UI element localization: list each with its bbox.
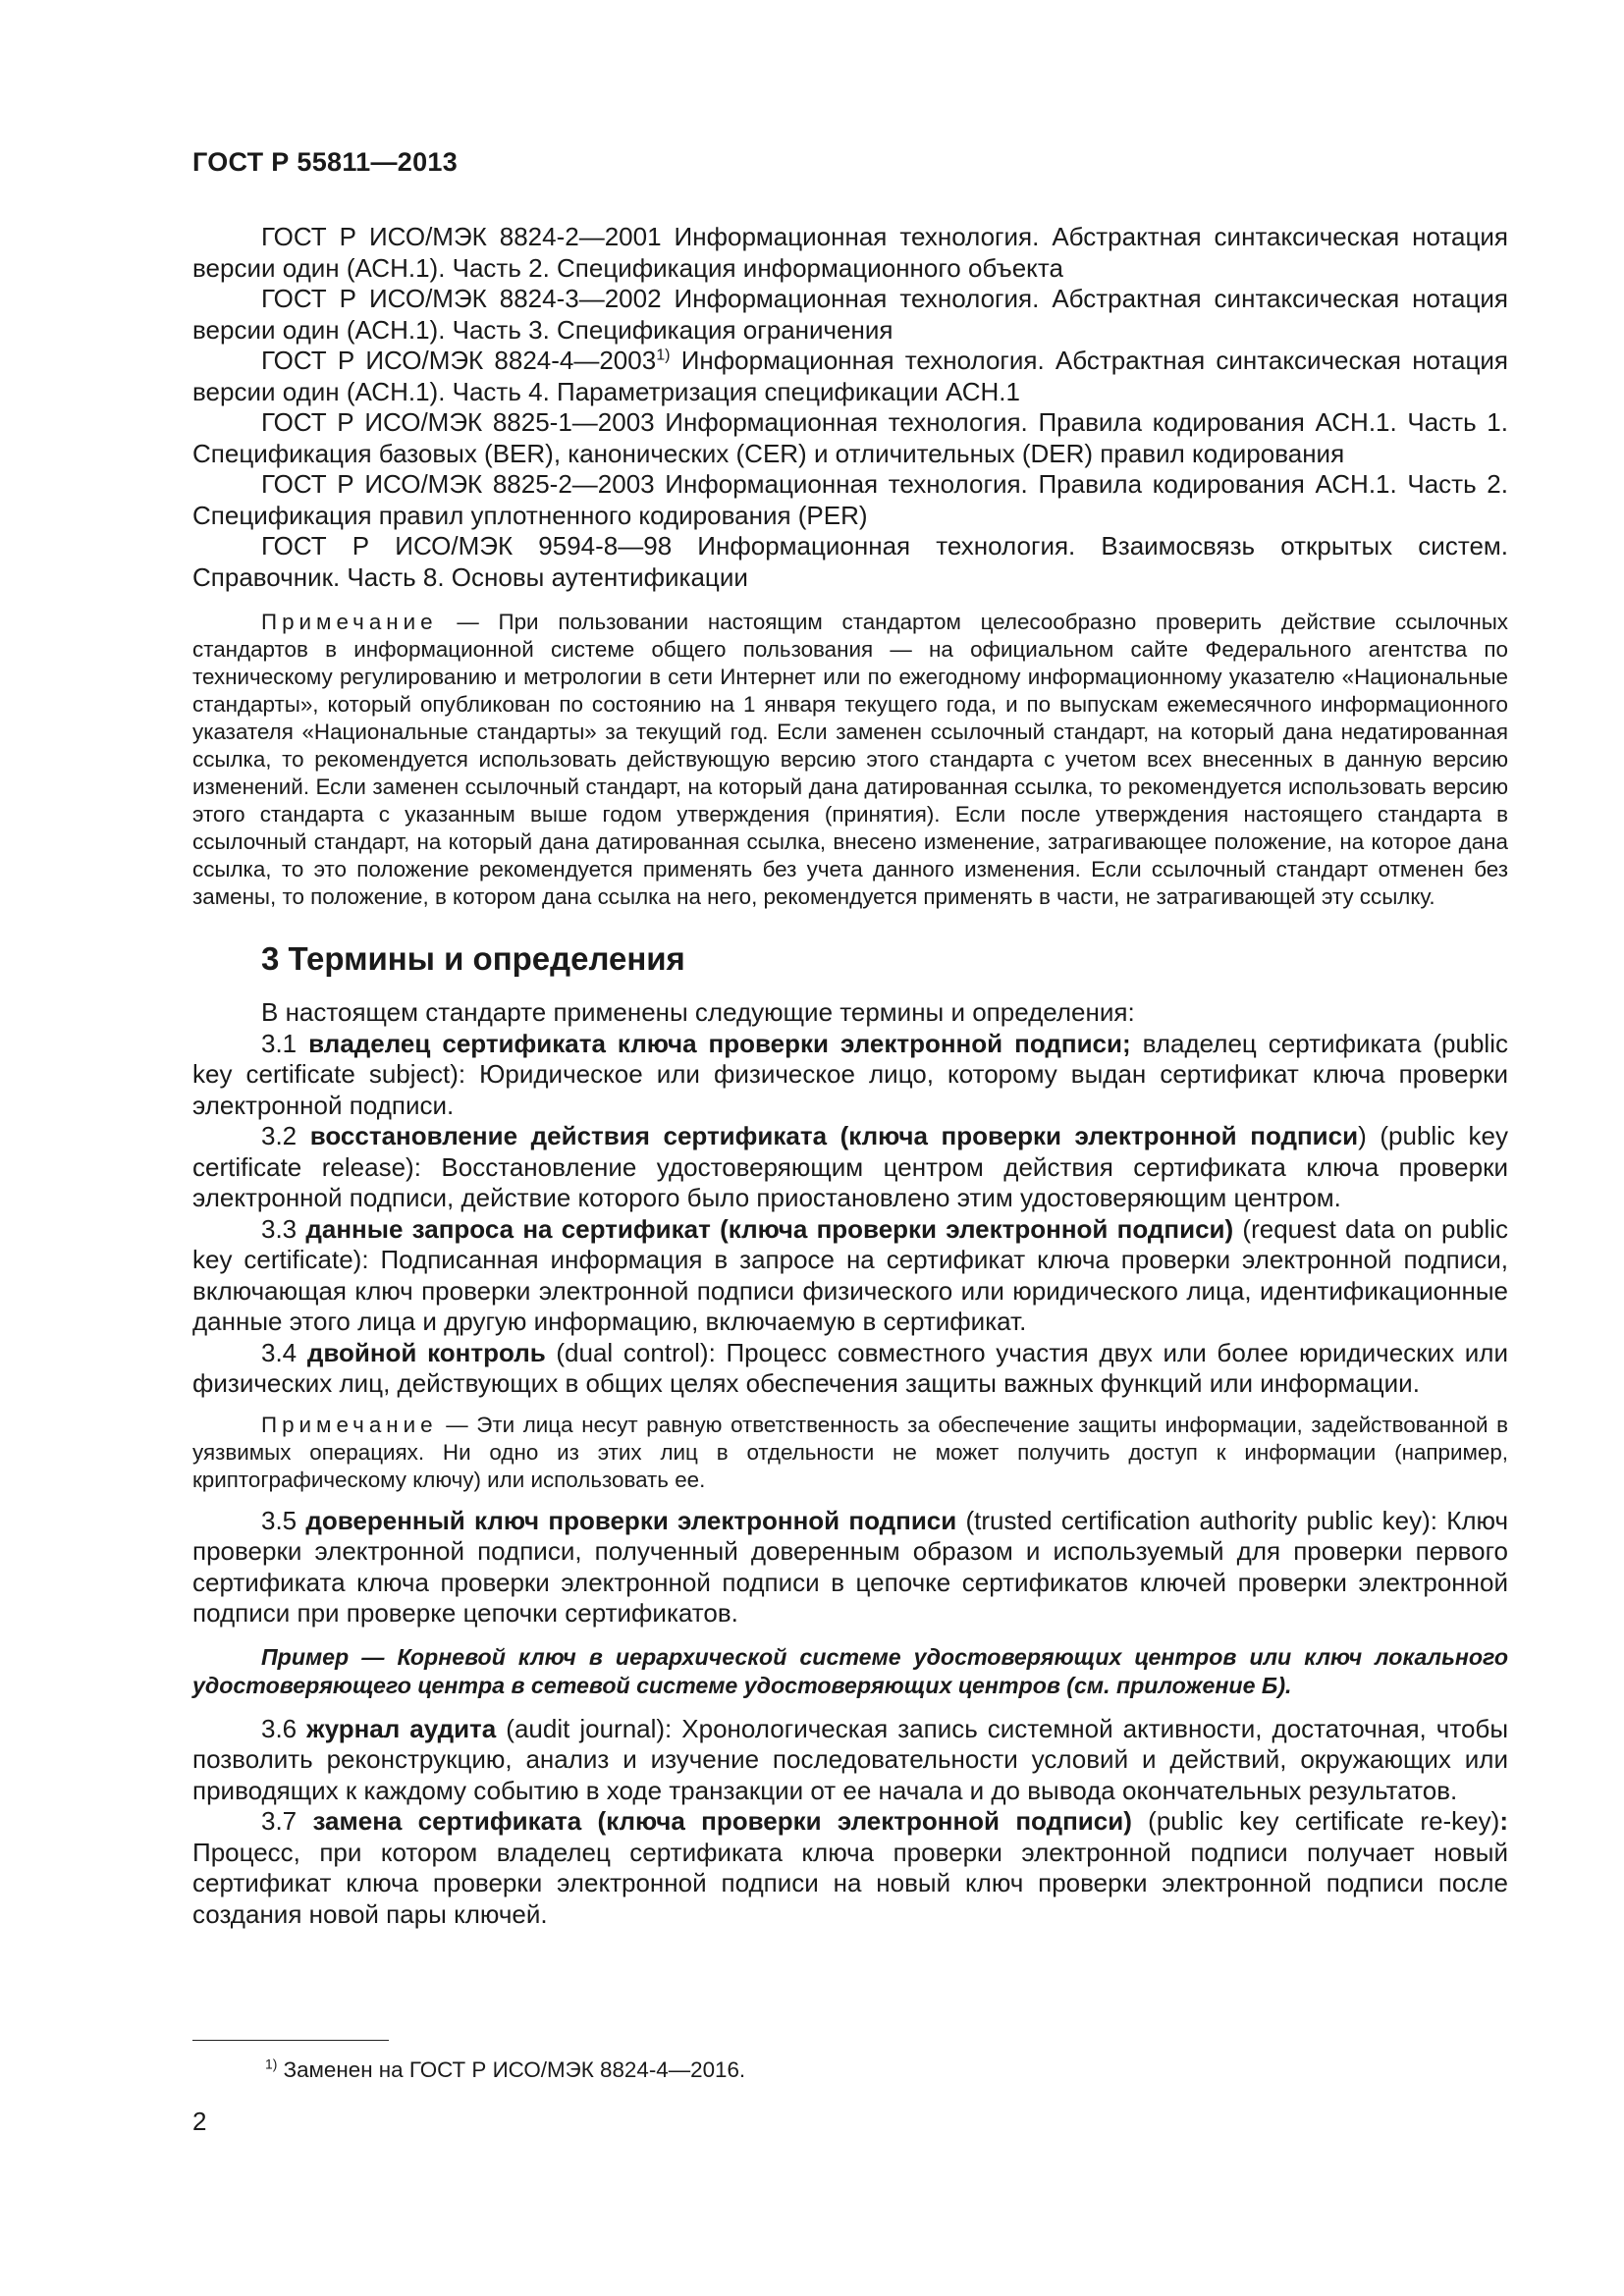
note-text: — При пользовании настоящим стандартом целесообразно проверить действие ссылочных стандартов в информационной системе общего пользования — на официальном сайте Федерального агентства по техническому регулированию и метрологии в сети Интернет или по ежегодному информационному указателю «Национальные стандарты», который опубликован по состоянию на 1 января текущего года, и по выпускам ежемесячного информационного указателя «Национальные стандарты» за текущий год. Если заменен ссылочный стандарт, на который дана недатированная ссылка, то рекомендуется использовать действующую версию этого стандарта с учетом всех внесенных в данную версию изменений. Если заменен ссылочный стандарт, на который дана датированная ссылка, то рекомендуется использовать версию этого стандарта с указанным выше годом утверждения (принятия). Если после утверждения настоящего стандарта в ссылочный стандарт, на который дана датированная ссылка, внесено изменение, затрагивающее положение, на которое дана ссылка, то это положение рекомендуется применять без учета данного изменения. Если ссылочный стандарт отменен без замены, то положение, в котором дана ссылка на него, рекомендуется применять в части, не затрагивающей эту ссылку. <box>192 610 1508 909</box>
footnote <box>265 2057 745 2083</box>
reference-item: ГОСТ Р ИСО/МЭК 8825-1—2003 Информационная технология. Правила кодирования АСН.1. Часть 1. Спецификация базовых (BER), канонических (CER) и отличительных (DER) правил кодирования <box>192 407 1508 468</box>
term-name: восстановление действия сертификата (ключа проверки электронной подписи <box>309 1121 1359 1150</box>
term-name: замена сертификата (ключа проверки электронной подписи) <box>312 1806 1132 1836</box>
term-number: 3.4 <box>261 1337 307 1367</box>
term-text: (dual control): Процесс совместного участия двух или более юридических или физических лиц, действующих в общих целях обеспечения защиты важных функций или информации. <box>192 1337 1508 1398</box>
term-text-rest: Процесс, при котором владелец сертификата ключа проверки электронной подписи получает новый сертификат ключа проверки электронной подписи на новый ключ проверки электронной подписи после создания новой пары ключей. <box>192 1837 1508 1929</box>
term-definition <box>192 1506 1508 1629</box>
term-text: (public key certificate re-key) <box>1131 1806 1500 1836</box>
term-colon: : <box>1499 1806 1508 1836</box>
term-name: доверенный ключ проверки электронной подписи <box>305 1505 957 1535</box>
reference-item: ГОСТ Р ИСО/МЭК 8824-3—2002 Информационная технология. Абстрактная синтаксическая нотация версии один (АСН.1). Часть 3. Спецификация ограничения <box>192 284 1508 345</box>
term-number: 3.1 <box>261 1028 309 1058</box>
reference-title: Информационная технология. Абстрактная синтаксическая нотация версии один (АСН.1). Часть 4. Параметризация спецификации АСН.1 <box>192 346 1509 406</box>
term-name: журнал аудита <box>306 1713 497 1743</box>
reference-item: ГОСТ Р ИСО/МЭК 8824-2—2001 Информационная технология. Абстрактная синтаксическая нотация версии один (АСН.1). Часть 2. Спецификация информационного объекта <box>192 222 1508 283</box>
reference-item <box>192 346 1508 407</box>
reference-item: ГОСТ Р ИСО/МЭК 8825-2—2003 Информационная технология. Правила кодирования АСН.1. Часть 2. Спецификация правил уплотненного кодирования (PER) <box>192 469 1508 530</box>
term-text: (audit journal): Хронологическая запись системной активности, достаточная, чтобы позволить реконструкцию, анализ и изучение последовательности условий и действий, окружающих или приводящих к каждому событию в ходе транзакции от ее начала и до вывода окончательных результатов. <box>192 1713 1509 1805</box>
note-label: Примечание <box>261 1412 438 1437</box>
page-body <box>192 222 1508 1930</box>
term-definition <box>192 1121 1508 1214</box>
term-name: двойной контроль <box>306 1337 546 1367</box>
footnote-ref[interactable]: 1) <box>656 346 671 364</box>
term-text: (request data on public key certificate): Подписанная информация в запросе на сертификат ключа проверки электронной подписи, включающая ключ проверки электронной подписи физического или юридического лица, идентификационные данные этого лица и другую информацию, включаемую в сертификат. <box>192 1213 1508 1336</box>
term-number: 3.3 <box>261 1213 306 1244</box>
footnote-text: Заменен на ГОСТ Р ИСО/МЭК 8824-4—2016. <box>277 2057 746 2082</box>
section-title: 3 Термины и определения <box>261 940 685 977</box>
note-paragraph <box>192 1412 1508 1494</box>
footnote-divider <box>192 2040 389 2041</box>
term-definition <box>192 1806 1508 1930</box>
term-text: владелец сертификата (public key certificate subject): Юридическое или физическое лицо, которому выдан сертификат ключа проверки электронной подписи. <box>192 1028 1508 1120</box>
page-header: ГОСТ Р 55811—2013 <box>192 147 459 177</box>
example-paragraph: Пример — Корневой ключ в иерархической системе удостоверяющих центров или ключ локального удостоверяющего центра в сетевой системе удостоверяющих центров (см. приложение Б). <box>192 1643 1508 1698</box>
term-name: владелец сертификата ключа проверки электронной подписи; <box>308 1028 1131 1058</box>
note-paragraph <box>192 609 1508 911</box>
reference-code: ГОСТ Р ИСО/МЭК 8824-4—2003 <box>261 346 657 375</box>
term-text: (trusted certification authority public key): Ключ проверки электронной подписи, полученный доверенным образом и используемый для проверки первого сертификата ключа проверки электронной подписи в цепочке сертификатов ключей проверки электронной подписи при проверке цепочки сертификатов. <box>192 1505 1508 1628</box>
note-text: — Эти лица несут равную ответственность за обеспечение защиты информации, задействованной в уязвимых операциях. Ни одно из этих лиц в отдельности не может получить доступ к информации (например, криптографическому ключу) или использовать ее. <box>192 1412 1508 1492</box>
term-text: ) (public key certificate release): Восстановление удостоверяющим центром действия сертификата ключа проверки электронной подписи, действие которого было приостановлено этим удостоверяющим центром. <box>192 1121 1508 1212</box>
page-number: 2 <box>192 2107 207 2136</box>
term-definition <box>192 1714 1508 1807</box>
note-label: Примечание <box>261 610 438 634</box>
term-definition <box>192 1338 1508 1400</box>
term-number: 3.6 <box>261 1713 307 1743</box>
term-number: 3.2 <box>261 1121 310 1150</box>
term-definition <box>192 1029 1508 1122</box>
reference-item: ГОСТ Р ИСО/МЭК 9594-8—98 Информационная технология. Взаимосвязь открытых систем. Справочник. Часть 8. Основы аутентификации <box>192 531 1508 592</box>
term-definition <box>192 1214 1508 1338</box>
footnote-mark: 1) <box>265 2056 278 2072</box>
term-name: данные запроса на сертификат (ключа проверки электронной подписи) <box>305 1213 1234 1244</box>
section-intro: В настоящем стандарте применены следующие термины и определения: <box>261 997 1135 1027</box>
term-number: 3.5 <box>261 1505 306 1535</box>
term-number: 3.7 <box>261 1806 313 1836</box>
